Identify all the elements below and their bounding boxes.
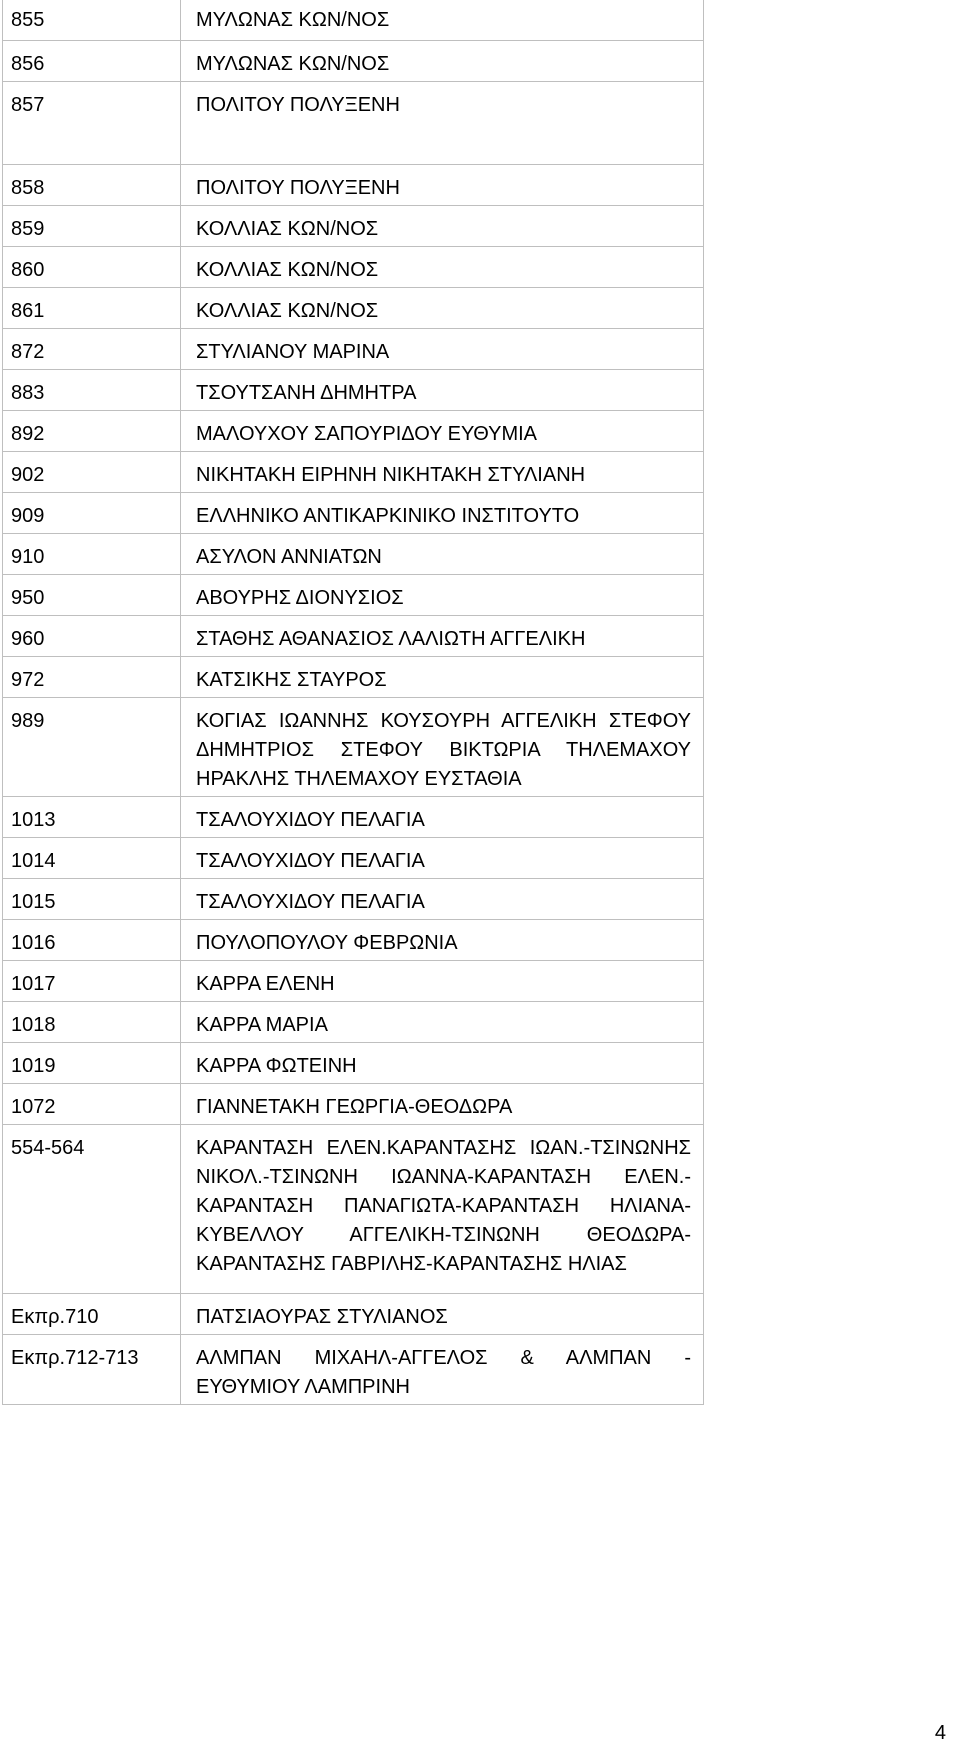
record-name: ΚΟΛΛΙΑΣ ΚΩΝ/ΝΟΣ (196, 218, 379, 240)
record-number: 857 (3, 82, 181, 164)
record-number: 855 (3, 0, 181, 40)
table-row (3, 960, 703, 1001)
record-number: Εκπρ.712-713 (3, 1335, 181, 1404)
record-name: ΕΛΛΗΝΙΚΟ ΑΝΤΙΚΑΡΚΙΝΙΚΟ ΙΝΣΤΙΤΟΥΤΟ (196, 505, 580, 527)
record-number: 892 (3, 411, 181, 451)
record-name: ΑΣΥΛΟΝ ΑΝΝΙΑΤΩΝ (196, 546, 382, 568)
record-name: ΚΑΡΡΑ ΜΑΡΙΑ (196, 1014, 328, 1036)
record-number: 860 (3, 247, 181, 287)
table-row (3, 410, 703, 451)
record-name: ΠΟΛΙΤΟΥ ΠΟΛΥΞΕΝΗ (196, 94, 400, 116)
record-number: 858 (3, 165, 181, 205)
record-number: 910 (3, 534, 181, 574)
record-number: 1072 (3, 1084, 181, 1124)
table-row (3, 205, 703, 246)
record-name: ΤΣΟΥΤΣΑΝΗ ΔΗΜΗΤΡΑ (196, 382, 417, 404)
record-name: ΑΛΜΠΑΝ ΜΙΧΑΗΛ-ΑΓΓΕΛΟΣ & ΑΛΜΠΑΝ - ΕΥΘΥΜΙΟΥ ΛΑΜΠΡΙΝΗ (196, 1347, 691, 1398)
record-number: 1013 (3, 797, 181, 837)
table-row (3, 656, 703, 697)
table-row (3, 837, 703, 878)
record-number: 1016 (3, 920, 181, 960)
table-row (3, 1334, 703, 1404)
record-name: ΣΤΑΘΗΣ ΑΘΑΝΑΣΙΟΣ ΛΑΛΙΩΤΗ ΑΓΓΕΛΙΚΗ (196, 628, 586, 650)
record-name: ΠΟΛΙΤΟΥ ΠΟΛΥΞΕΝΗ (196, 177, 400, 199)
table-row (3, 1083, 703, 1124)
record-name: ΤΣΑΛΟΥΧΙΔΟΥ ΠΕΛΑΓΙΑ (196, 809, 425, 831)
record-number: Εκπρ.710 (3, 1294, 181, 1334)
record-number: 909 (3, 493, 181, 533)
record-name: ΜΑΛΟΥΧΟΥ ΣΑΠΟΥΡΙΔΟΥ ΕΥΘΥΜΙΑ (196, 423, 538, 445)
record-number: 554-564 (3, 1125, 181, 1293)
table-row (3, 287, 703, 328)
record-number: 856 (3, 41, 181, 81)
table-row (3, 246, 703, 287)
table-row (3, 1293, 703, 1334)
record-name: ΚΑΡΡΑ ΦΩΤΕΙΝΗ (196, 1055, 357, 1077)
record-number: 972 (3, 657, 181, 697)
record-number: 902 (3, 452, 181, 492)
table-row (3, 878, 703, 919)
page-number: 4 (934, 1722, 946, 1744)
record-name: ΚΟΛΛΙΑΣ ΚΩΝ/ΝΟΣ (196, 259, 379, 281)
record-name: ΚΟΛΛΙΑΣ ΚΩΝ/ΝΟΣ (196, 300, 379, 322)
record-name: ΠΑΤΣΙΑΟΥΡΑΣ ΣΤΥΛΙΑΝΟΣ (196, 1306, 448, 1328)
record-name: ΚΟΓΙΑΣ ΙΩΑΝΝΗΣ ΚΟΥΣΟΥΡΗ ΑΓΓΕΛΙΚΗ ΣΤΕΦΟΥ ΔΗΜΗΤΡΙΟΣ ΣΤΕΦΟΥ ΒΙΚΤΩΡΙΑ ΤΗΛΕΜΑΧΟΥ ΗΡΑΚΛΗΣ ΤΗΛΕΜΑΧΟΥ ΕΥΣΤΑΘΙΑ (196, 710, 691, 790)
record-number: 872 (3, 329, 181, 369)
table-row (3, 1001, 703, 1042)
table-row (3, 369, 703, 410)
record-number: 1017 (3, 961, 181, 1001)
table-row (3, 451, 703, 492)
record-name: ΑΒΟΥΡΗΣ ΔΙΟΝΥΣΙΟΣ (196, 587, 404, 609)
record-number: 950 (3, 575, 181, 615)
record-name: ΣΤΥΛΙΑΝΟΥ ΜΑΡΙΝΑ (196, 341, 390, 363)
table-row (3, 796, 703, 837)
table-row (3, 1124, 703, 1293)
record-number: 1018 (3, 1002, 181, 1042)
table-row (3, 492, 703, 533)
record-name: ΜΥΛΩΝΑΣ ΚΩΝ/ΝΟΣ (196, 9, 390, 31)
record-number: 883 (3, 370, 181, 410)
record-name: ΤΣΑΛΟΥΧΙΔΟΥ ΠΕΛΑΓΙΑ (196, 891, 425, 913)
table-row (3, 615, 703, 656)
table-row (3, 164, 703, 205)
record-name: ΝΙΚΗΤΑΚΗ ΕΙΡΗΝΗ ΝΙΚΗΤΑΚΗ ΣΤΥΛΙΑΝΗ (196, 464, 586, 486)
record-name: ΤΣΑΛΟΥΧΙΔΟΥ ΠΕΛΑΓΙΑ (196, 850, 425, 872)
record-number: 859 (3, 206, 181, 246)
record-number: 861 (3, 288, 181, 328)
table-row (3, 919, 703, 960)
table-row (3, 328, 703, 369)
table-row (3, 533, 703, 574)
table-row (3, 574, 703, 615)
record-number: 989 (3, 698, 181, 796)
record-name: ΚΑΤΣΙΚΗΣ ΣΤΑΥΡΟΣ (196, 669, 387, 691)
table-row (3, 1042, 703, 1083)
record-name: ΜΥΛΩΝΑΣ ΚΩΝ/ΝΟΣ (196, 53, 390, 75)
table-row (3, 697, 703, 796)
records-table (2, 0, 704, 1405)
record-name: ΚΑΡΡΑ ΕΛΕΝΗ (196, 973, 335, 995)
record-number: 1019 (3, 1043, 181, 1083)
record-number: 1015 (3, 879, 181, 919)
table-row (3, 40, 703, 81)
table-row (3, 0, 703, 40)
record-number: 960 (3, 616, 181, 656)
record-name: ΠΟΥΛΟΠΟΥΛΟΥ ΦΕΒΡΩΝΙΑ (196, 932, 458, 954)
record-name: ΓΙΑΝΝΕΤΑΚΗ ΓΕΩΡΓΙΑ-ΘΕΟΔΩΡΑ (196, 1096, 513, 1118)
record-number: 1014 (3, 838, 181, 878)
record-name: ΚΑΡΑΝΤΑΣΗ ΕΛΕΝ.ΚΑΡΑΝΤΑΣΗΣ ΙΩΑΝ.-ΤΣΙΝΩΝΗΣ ΝΙΚΟΛ.-ΤΣΙΝΩΝΗ ΙΩΑΝΝΑ-ΚΑΡΑΝΤΑΣΗ ΕΛΕΝ.-ΚΑΡΑΝΤΑΣΗ ΠΑΝΑΓΙΩΤΑ-ΚΑΡΑΝΤΑΣΗ ΗΛΙΑΝΑ-ΚΥΒΕΛΛΟΥ ΑΓΓΕΛΙΚΗ-ΤΣΙΝΩΝΗ ΘΕΟΔΩΡΑ-ΚΑΡΑΝΤΑΣΗΣ ΓΑΒΡΙΛΗΣ-ΚΑΡΑΝΤΑΣΗΣ ΗΛΙΑΣ (196, 1137, 691, 1275)
table-row (3, 81, 703, 164)
